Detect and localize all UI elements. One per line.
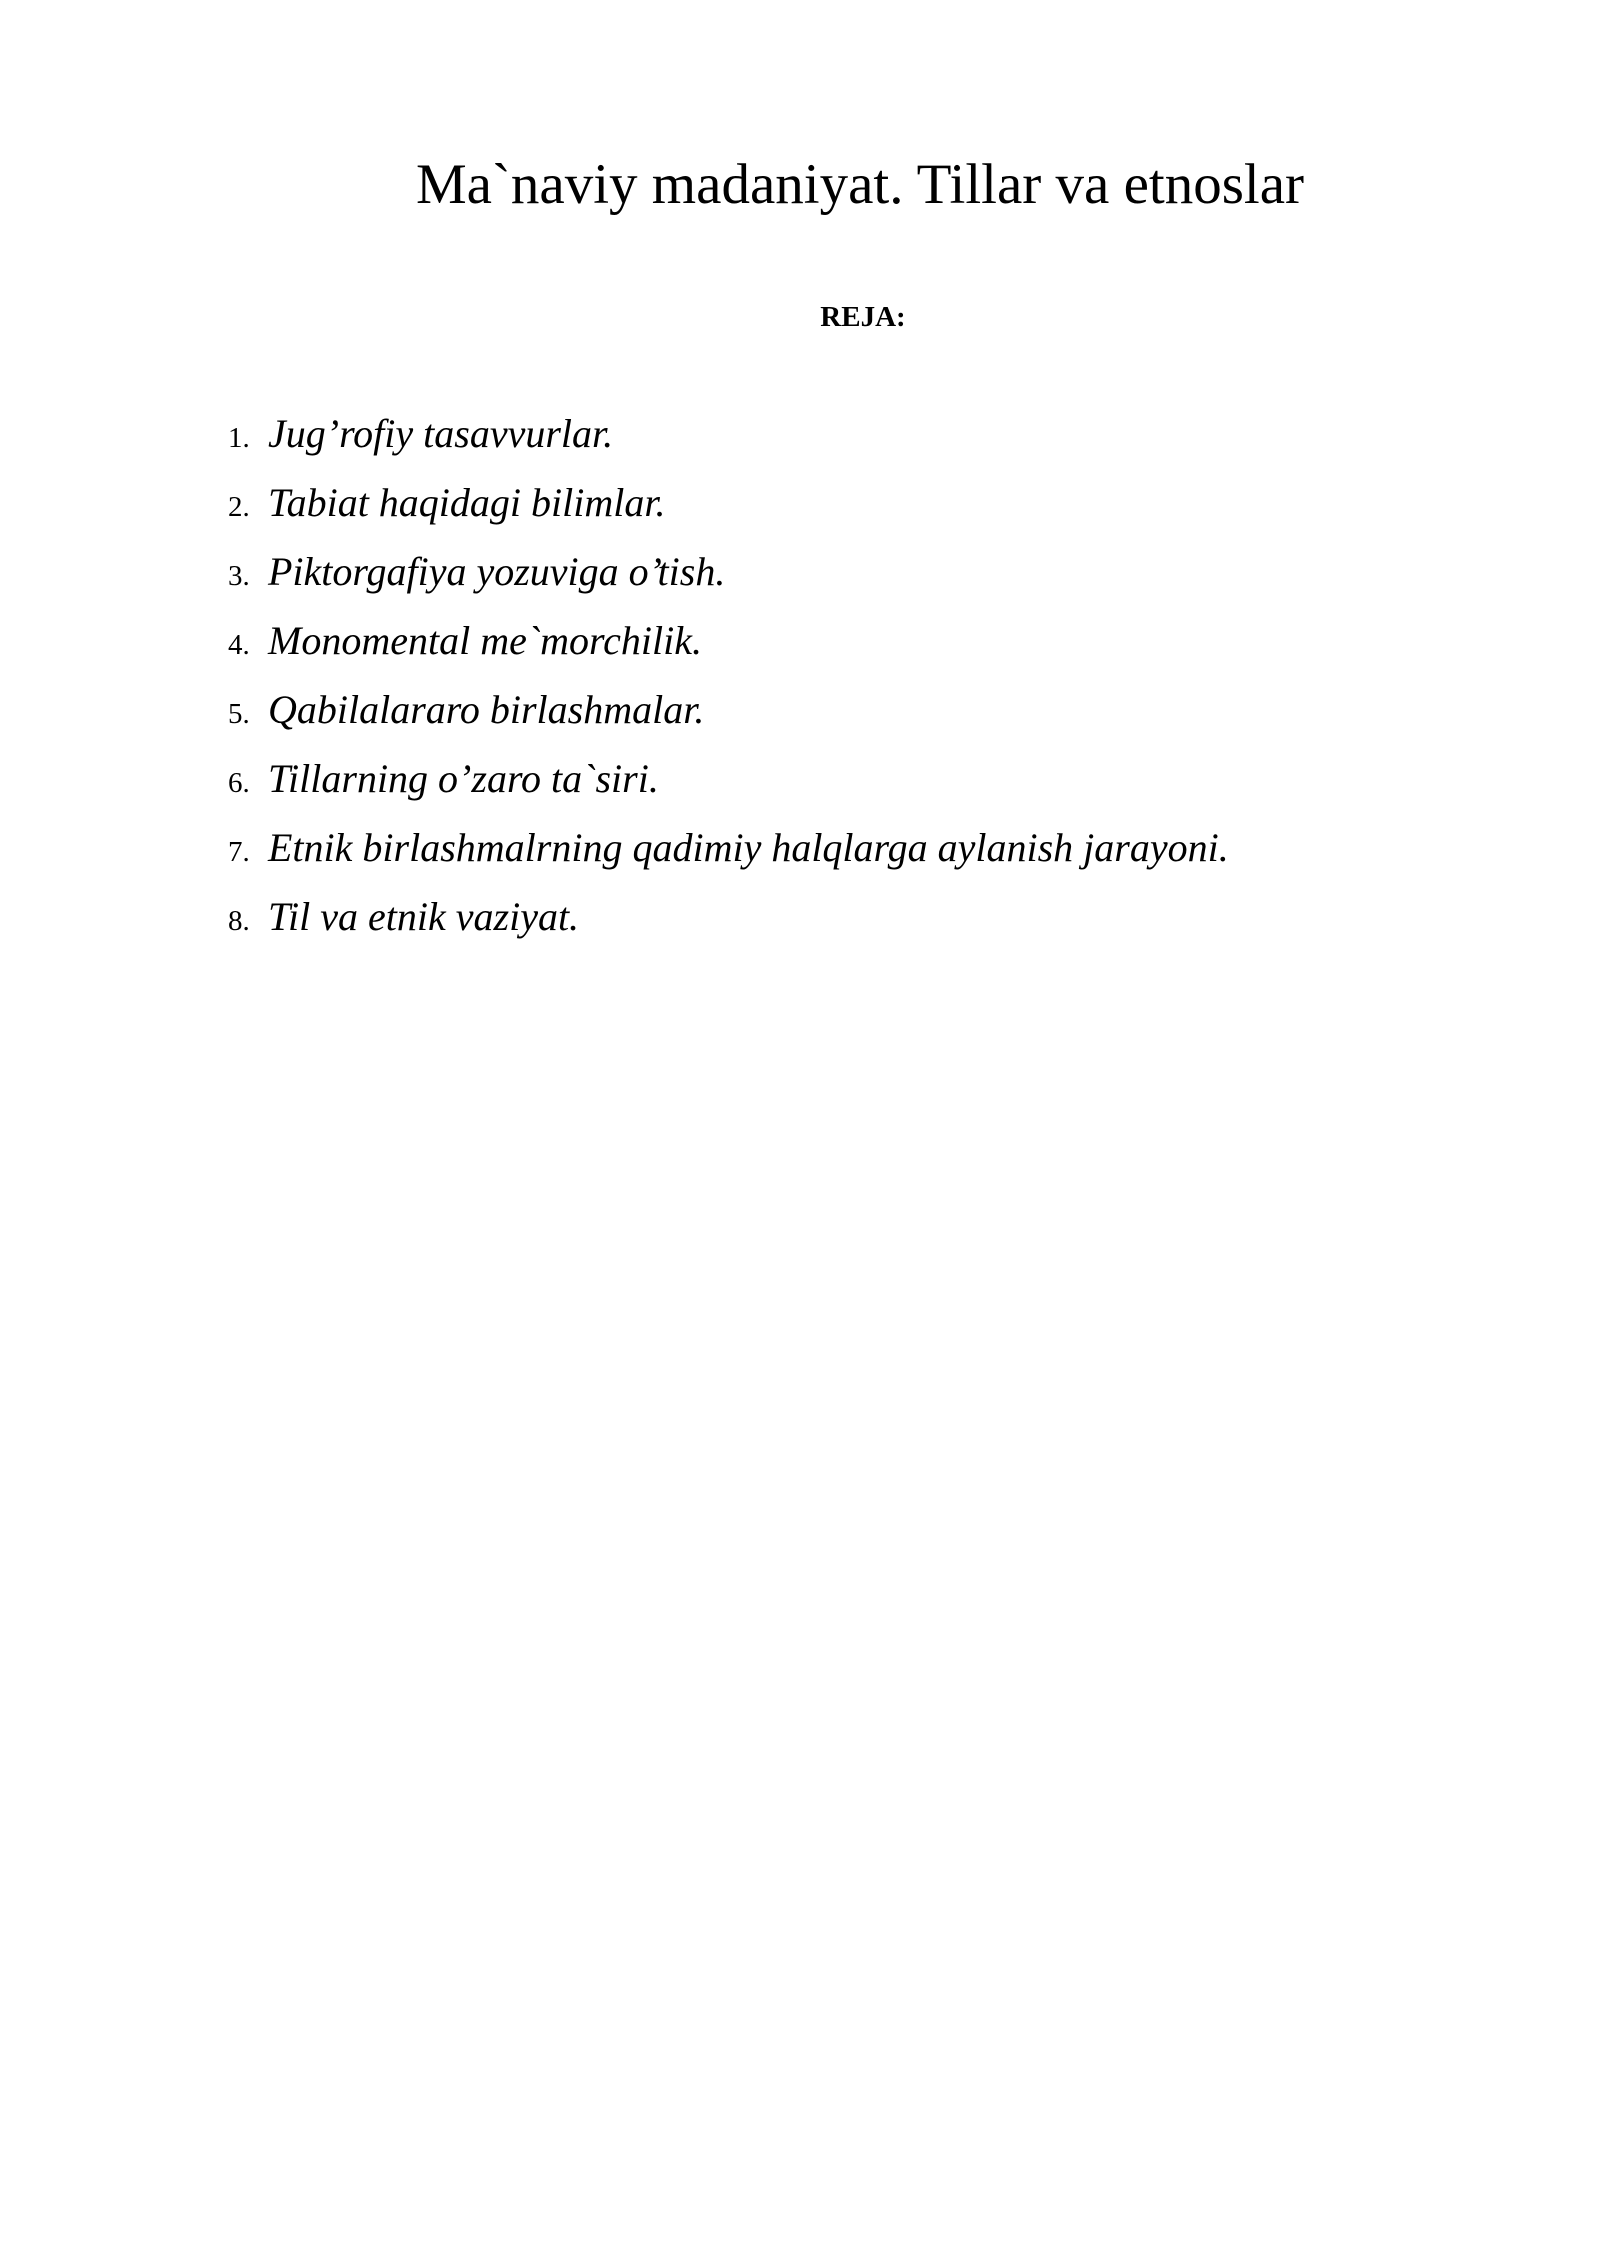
plan-item (228, 891, 1229, 960)
document-title: Ma`naviy madaniyat. Tillar va etnoslar (415, 153, 1305, 216)
plan-item-text: Etnik birlashmalrning qadimiy halqlarga aylanish jarayoni. (268, 825, 1229, 870)
plan-item (228, 546, 1229, 615)
plan-item-number: 3. (228, 560, 250, 592)
plan-item (228, 684, 1229, 753)
plan-item-text: Piktorgafiya yozuviga o’tish. (268, 549, 726, 594)
plan-item-text: Qabilalararo birlashmalar. (268, 687, 705, 732)
plan-item-number: 5. (228, 698, 250, 730)
plan-item-text: Jug’rofiy tasavvurlar. (268, 411, 614, 456)
plan-list (228, 408, 1229, 960)
plan-item (228, 753, 1229, 822)
plan-item-number: 6. (228, 767, 250, 799)
plan-item-text: Til va etnik vaziyat. (268, 894, 580, 939)
plan-item-number: 4. (228, 629, 250, 661)
plan-item-text: Tillarning o’zaro ta`siri. (268, 756, 659, 801)
plan-item-text: Tabiat haqidagi bilimlar. (268, 480, 666, 525)
plan-item-number: 2. (228, 491, 250, 523)
plan-item-number: 1. (228, 422, 250, 454)
plan-item-text: Monomental me`morchilik. (268, 618, 702, 663)
plan-item (228, 408, 1229, 477)
plan-item-number: 7. (228, 836, 250, 868)
plan-item (228, 477, 1229, 546)
plan-heading: REJA: (820, 301, 906, 333)
plan-item-number: 8. (228, 905, 250, 937)
plan-item (228, 615, 1229, 684)
plan-item (228, 822, 1229, 891)
